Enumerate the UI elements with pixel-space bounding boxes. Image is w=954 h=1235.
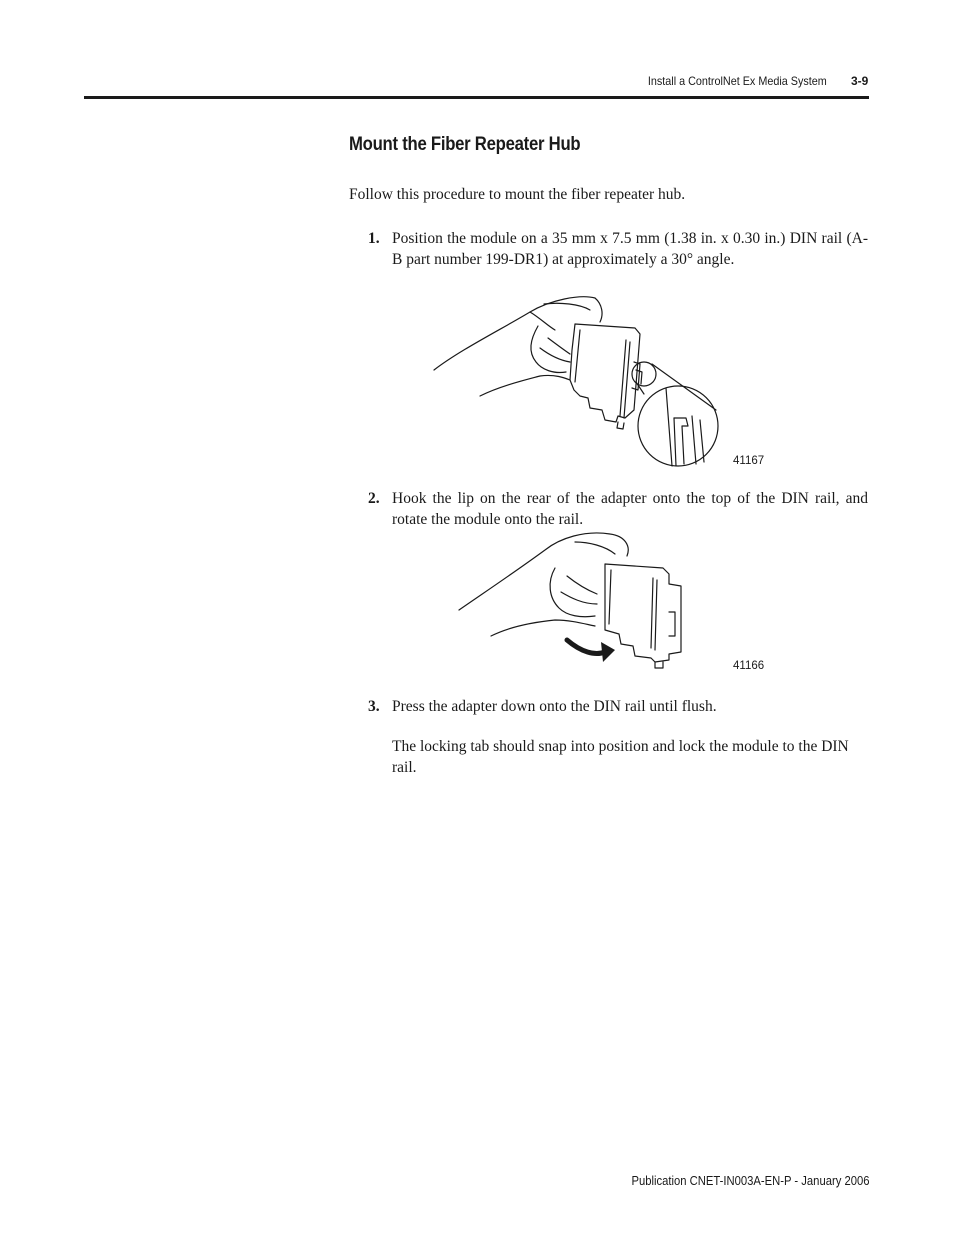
figure-id: 41167 (733, 455, 765, 467)
rotation-arrowhead (601, 642, 615, 662)
step-text: Press the adapter down onto the DIN rail until flush. (392, 698, 717, 715)
section-title: Mount the Fiber Repeater Hub (349, 134, 581, 155)
step-text: Hook the lip on the rear of the adapter onto the top of the DIN rail, and rotate the module onto the rail. (392, 490, 868, 528)
header-page-number: 3-9 (851, 74, 869, 88)
step-number: 1. (368, 230, 380, 247)
publication-footer: Publication CNET-IN003A-EN-P - January 2006 (630, 1174, 869, 1188)
rotate-module-illustration (455, 528, 695, 678)
step-number: 3. (368, 698, 380, 715)
step-1 (368, 228, 868, 270)
figure-rotate-module (455, 528, 775, 678)
step-3 (368, 696, 868, 778)
figure-id: 41166 (733, 660, 765, 672)
intro-paragraph: Follow this procedure to mount the fiber repeater hub. (349, 186, 686, 203)
header-rule (84, 96, 869, 99)
figure-tilted-module (430, 290, 765, 470)
step-number: 2. (368, 490, 380, 507)
step-text: Position the module on a 35 mm x 7.5 mm (1.38 in. x 0.30 in.) DIN rail (A-B part number 199-DR1) at approximately a 30° angle. (392, 230, 868, 268)
tilted-module-illustration (430, 290, 730, 470)
step-note: The locking tab should snap into position and lock the module to the DIN rail. (392, 738, 849, 776)
header-section-text: Install a ControlNet Ex Media System (648, 74, 827, 88)
step-2 (368, 488, 868, 530)
